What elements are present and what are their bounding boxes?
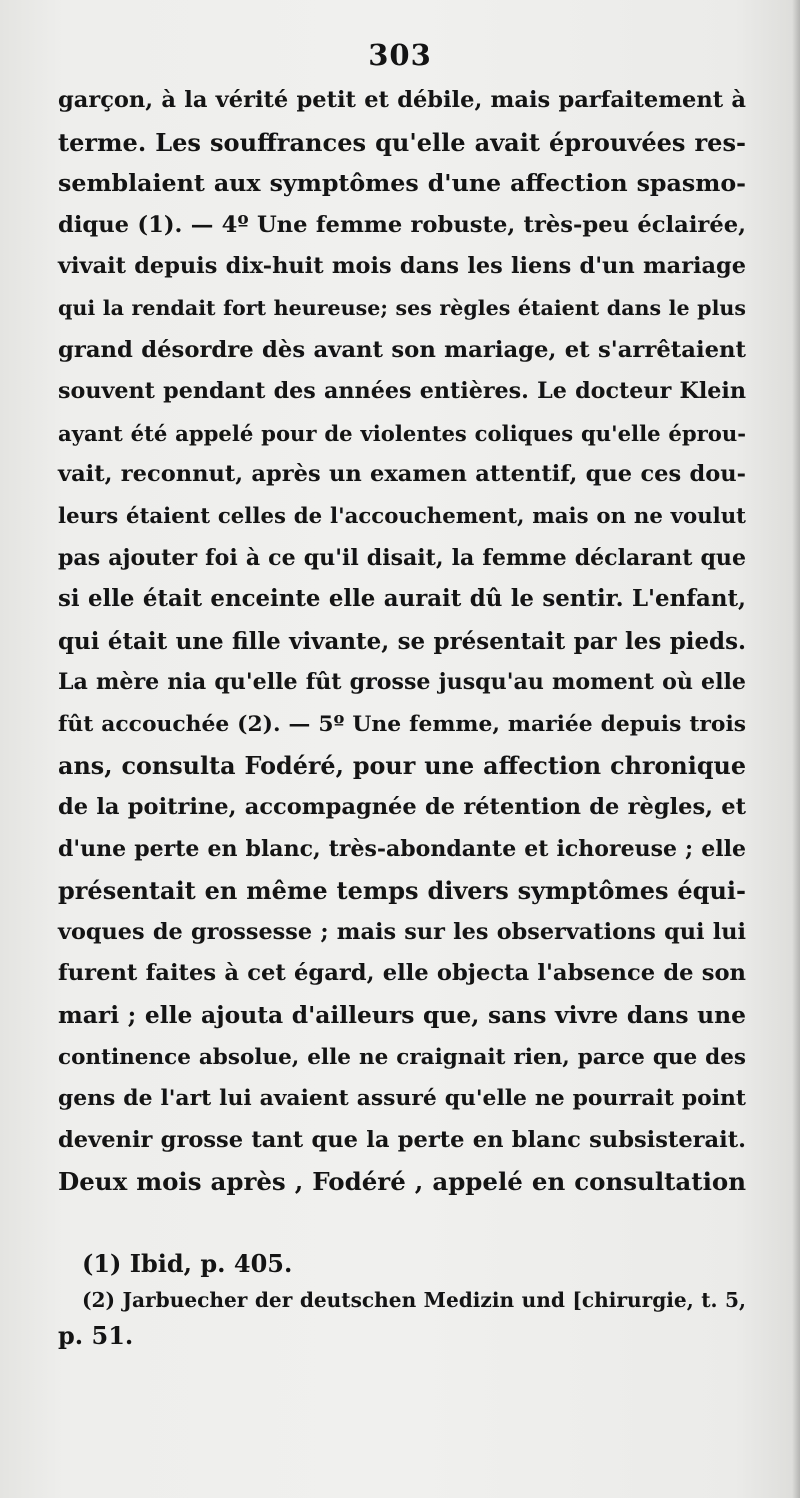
text-line: gens de l'art lui avaient assuré qu'elle ne pourrait point bbox=[58, 1085, 746, 1112]
footnote-1: (1) Ibid, p. 405. bbox=[82, 1249, 293, 1278]
text-line: d'une perte en blanc, très-abondante et ichoreuse ; elle bbox=[58, 835, 746, 862]
text-line: leurs étaient celles de l'accouchement, mais on ne voulut bbox=[58, 503, 746, 529]
page-number: 303 bbox=[368, 38, 432, 72]
text-line: si elle était enceinte elle aurait dû le sentir. L'enfant, bbox=[58, 586, 746, 613]
text-line: Deux mois après , Fodéré , appelé en consultation bbox=[58, 1167, 746, 1197]
text-line: fût accouchée (2). — 5º Une femme, mariée depuis trois bbox=[58, 711, 746, 737]
footnotes bbox=[58, 1246, 746, 1354]
text-line: semblaient aux symptômes d'une affection spasmo- bbox=[58, 169, 746, 198]
text-line: ayant été appelé pour de violentes coliques qu'elle éprou- bbox=[58, 420, 746, 446]
text-line: terme. Les souffrances qu'elle avait éprouvées res- bbox=[58, 127, 746, 157]
text-line: garçon, à la vérité petit et débile, mais parfaitement à bbox=[58, 87, 746, 113]
text-line: pas ajouter foi à ce qu'il disait, la femme déclarant que bbox=[58, 544, 746, 571]
text-line: vait, reconnut, après un examen attentif, que ces dou- bbox=[58, 461, 746, 488]
text-line: ans, consulta Fodéré, pour une affection chronique bbox=[58, 751, 746, 780]
text-line: furent faites à cet égard, elle objecta l'absence de son bbox=[58, 960, 746, 987]
text-line: dique (1). — 4º Une femme robuste, très-peu éclairée, bbox=[58, 211, 746, 238]
text-line: mari ; elle ajouta d'ailleurs que, sans vivre dans une bbox=[58, 1001, 746, 1030]
text-line: grand désordre dès avant son mariage, et s'arrêtaient bbox=[58, 336, 746, 363]
text-line: voques de grossesse ; mais sur les observations qui lui bbox=[58, 918, 746, 945]
text-line: de la poitrine, accompagnée de rétention de règles, et bbox=[58, 794, 746, 821]
text-line: qui la rendait fort heureuse; ses règles étaient dans le plus bbox=[58, 295, 746, 320]
text-line: devenir grosse tant que la perte en blanc subsisterait. bbox=[58, 1126, 746, 1153]
text-line: qui était une fille vivante, se présentait par les pieds. bbox=[58, 627, 746, 655]
page-edge-shadow bbox=[792, 0, 800, 1498]
footnote-2-continuation: p. 51. bbox=[58, 1321, 134, 1350]
text-line: La mère nia qu'elle fût grosse jusqu'au moment où elle bbox=[58, 669, 746, 696]
text-line: vivait depuis dix-huit mois dans les liens d'un mariage bbox=[58, 253, 746, 280]
text-line: présentait en même temps divers symptômes équi- bbox=[58, 876, 746, 906]
text-line: souvent pendant des années entières. Le docteur Klein bbox=[58, 378, 746, 405]
text-line: continence absolue, elle ne craignait rien, parce que des bbox=[58, 1044, 746, 1070]
footnote-2: (2) Jarbuecher der deutschen Medizin und [chirurgie, t. 5, bbox=[82, 1288, 746, 1312]
body-text bbox=[58, 80, 746, 1203]
